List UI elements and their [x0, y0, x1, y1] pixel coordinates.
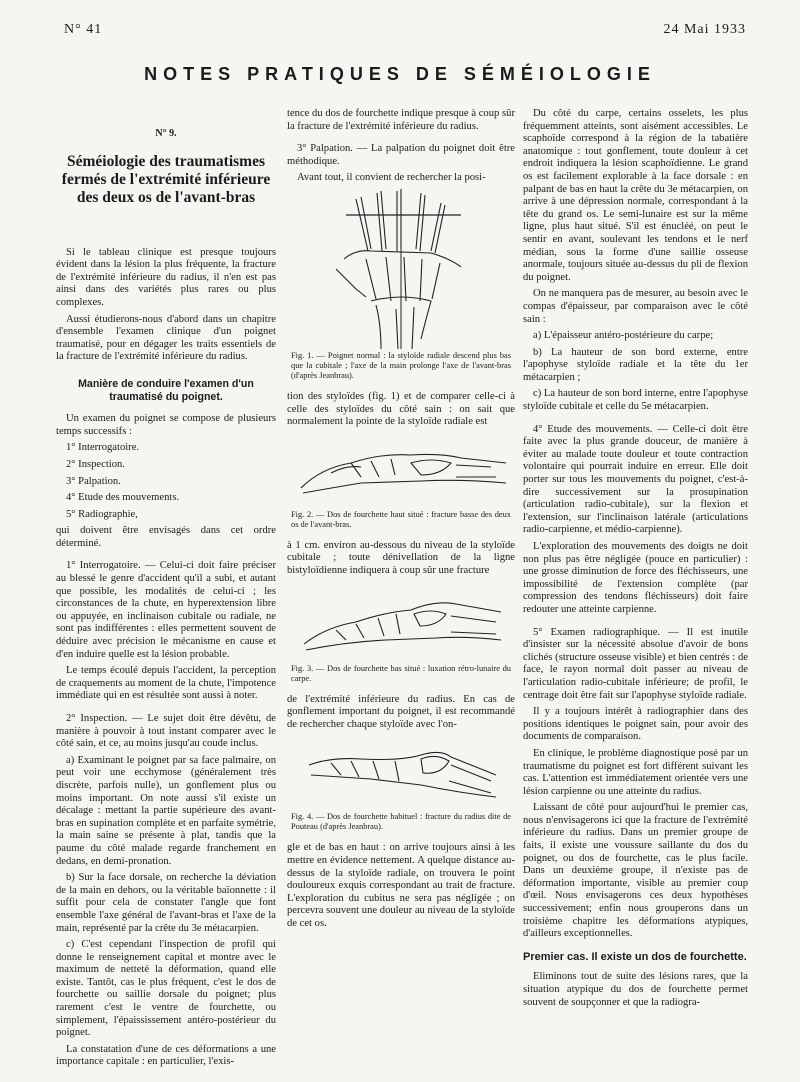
- paragraph: En clinique, le problème diagnostique posé par un traumatisme du poignet est fort différent suivant les cas. L'attention est immédiatement orientée vers une lésion carpienne ou une atteinte du radius.: [523, 747, 748, 797]
- figure-3-caption: Fig. 3. — Dos de fourchette bas situé : luxation rétro-lunaire du carpe.: [291, 663, 511, 683]
- paragraph: Un examen du poignet se compose de plusieurs temps successifs :: [56, 413, 276, 437]
- issue-number: N° 41: [64, 22, 103, 37]
- paragraph: On ne manquera pas de mesurer, au besoin avec le compas d'épaisseur, par comparaison avec le côté sain :: [523, 288, 748, 325]
- paragraph: Laissant de côté pour aujourd'hui le premier cas, nous n'envisagerons ici que la fracture de l'extrémité inférieure du radius. Dans un premier groupe de faits, il existe une voussure saillante du dos du poignet, ou dos de fourchette, cas le plus facile. Dans un deuxième groupe, il n'existe pas de déformation importante, visible au premier coup d'œil. Nous envisagerons ces deux hypothèses successivement; enfin nous grouperons dans un troisième chapitre les déformations atypiques, d'ailleurs exceptionnelles.: [523, 802, 748, 940]
- figure-4-wrist-profile: [301, 735, 501, 810]
- paragraph: Si le tableau clinique est presque toujours évident dans la lésion la plus fréquente, la fracture de l'extrémité inférieure du radius, il n'en est pas ainsi dans des variétés plus rares ou plus complexes.: [56, 246, 276, 308]
- column-2: [287, 108, 515, 934]
- list-item: 5° Radiographie,: [66, 508, 138, 520]
- paragraph: 5° Examen radiographique. — Il est inutile d'insister sur la nécessité absolue d'avoir de bons clichés (structure osseuse visible) et bien centrés : de face, le rayon normal doit passer au niveau de l'articulation radio-cubitale inférieure; de profil, le centrage doit être fait sur l'apophyse styloïde radiale.: [523, 626, 748, 701]
- section-heading: Premier cas. Il existe un dos de fourchette.: [523, 950, 747, 963]
- paragraph: 1° Interrogatoire. — Celui-ci doit faire préciser au blessé le genre d'accident qu'il a subi, et autant que possible, les modalités de celui-ci ; les circonstances de la chute, en hyperextension libre ou appuyée, en inclinaison cubitale ou radiale, ne sont pas indifférentes : elles permettent souvent de déduire avec précision le mécanisme en cause et d'en induire quelle est la lésion probable.: [56, 560, 276, 660]
- list-item: 1° Interrogatoire.: [66, 442, 140, 454]
- paragraph: Du côté du carpe, certains osselets, les plus fréquemment atteints, sont aisément accessibles. Le scaphoïde correspond à la région de la tabatière anatomique : tout gonflement, toute douleur à cet endroit indiquera la lésion scaphoïdienne. Le grand os est facilement explorable à la face dorsale : en palpant de bas en haut la crête du 3e métacarpien, on arrive à une dépression normale, correspondant à la tête du grand os. Le semi-lunaire est sur la même ligne, plus haut situé. S'il est énucléé, on peut le sentir en avant, soulevant les tendons et le nerf médian, sous la forme d'une saillie osseuse anormale, toujours située au-dessus du pli de flexion du poignet.: [523, 108, 748, 283]
- figure-1-hand-xray: [326, 189, 476, 349]
- issue-date: 24 Mai 1933: [663, 22, 746, 37]
- column-1: [56, 108, 276, 1073]
- paragraph: 3° Palpation. — La palpation du poignet doit être méthodique.: [287, 143, 515, 167]
- figure-2-wrist-profile: [291, 433, 511, 508]
- list-item: 3° Palpation.: [66, 475, 121, 487]
- list-item: b) La hauteur de son bord externe, entre l'apophyse styloïde radiale et la tête du 1er métacarpien ;: [523, 346, 748, 383]
- section-heading: Manière de conduire l'examen d'un traumatisé du poignet.: [78, 377, 254, 403]
- paragraph: Le temps écoulé depuis l'accident, la perception de craquements au moment de la chute, l'impotence immédiate qui en est résultée sont aussi à noter.: [56, 665, 276, 702]
- list-item: 2° Inspection.: [66, 458, 125, 470]
- paragraph: c) C'est cependant l'inspection de profil qui donne le renseignement capital et montre avec le maximum de netteté la déformation, quand elle existe. Tantôt, cas le plus fréquent, c'est le dos de fourchette ou saillie dorsale du poignet; plus rarement c'est le ventre de fourchette, ou simplement, l'épaississement antéro-postérieur du poignet.: [56, 939, 276, 1039]
- paragraph: 4° Etude des mouvements. — Celle-ci doit être faite avec la plus grande douceur, de manière à éviter au malade toute douleur et toute contraction volontaire qui pourrait induire en erreur. Elle doit porter sur tous les mouvements du poignet, c'est-à-dire successivement sur la prosupination (articulation radio-cubitale), sur la flexion et l'extension, sur l'inclinaison latérale (articulations radio-carpienne, et médio-carpienne).: [523, 423, 748, 536]
- paragraph: Aussi étudierons-nous d'abord dans un chapitre d'ensemble l'examen clinique d'un poignet traumatisé, pour en dégager les traits essentiels de la fracture de l'extrémité inférieure du radius.: [56, 313, 276, 363]
- masthead-title: NOTES PRATIQUES DE SÉMÉIOLOGIE: [144, 64, 656, 84]
- figure-2-caption: Fig. 2. — Dos de fourchette haut situé : fracture basse des deux os de l'avant-bras.: [291, 509, 511, 529]
- paragraph: tence du dos de fourchette indique presque à coup sûr la fracture de l'extrémité inférieure du radius.: [287, 108, 515, 132]
- paragraph: La constatation d'une de ces déformations a une importance capitale : en particulier, l'exis-: [56, 1043, 276, 1068]
- paragraph: b) Sur la face dorsale, on recherche la déviation de la main en dehors, ou la véritable baïonnette : il suffit pour cela de constater l'angle que font ensemble l'axe général de l'avant-bras et l'axe de la main, représenté par la crête du 3e métacarpien.: [56, 872, 276, 934]
- list-item: a) L'épaisseur antéro-postérieure du carpe;: [533, 330, 714, 342]
- article-number: N° 9.: [155, 128, 177, 139]
- paragraph: 2° Inspection. — Le sujet doit être dévêtu, de manière à pouvoir à tout instant comparer avec le côté sain, et ce, au moins jusqu'au coude inclus.: [56, 713, 276, 750]
- paragraph: tion des styloïdes (fig. 1) et de comparer celle-ci à celle des styloïdes du côté sain : on sait que normalement la pointe de la styloïde radiale est: [287, 390, 515, 428]
- paragraph: a) Examinant le poignet par sa face palmaire, on peut voir une ecchymose (généralement très discrète, parfois nulle), un gonflement plus ou moins important. On note aussi s'il existe un décalage : mettant la partie supérieure des avant-bras en supination complète et en parfaite symétrie, la main saine se présente à plat, tandis que la paume du côté malade regarde franchement en dedans, en demi-pronation.: [56, 754, 276, 867]
- paragraph: Eliminons tout de suite des lésions rares, que la situation atypique du dos de fourchette permet souvent de soupçonner et que la radiogra-: [523, 971, 748, 1008]
- column-3: [523, 108, 748, 1013]
- figure-3-wrist-profile: [296, 582, 506, 662]
- paragraph: gle et de bas en haut : on arrive toujours ainsi à les mettre en évidence nettement. A quelque distance au-dessus de la styloïde radiale, on trouvera le point douloureux exquis correspondant au trait de fracture. L'exploration du cubitus ne sera pas négligée ; on percevra souvent une douleur au niveau de la styloïde de cet os.: [287, 842, 515, 929]
- paragraph: qui doivent être envisagés dans cet ordre déterminé.: [56, 525, 276, 549]
- article-title: Séméiologie des traumatismes fermés de l'extrémité inférieure des deux os de l'avant-bras: [61, 152, 271, 206]
- figure-4-caption: Fig. 4. — Dos de fourchette habituel : fracture du radius dite de Pouteau (d'après Jeanbrau).: [291, 812, 511, 832]
- list-item: c) La hauteur de son bord interne, entre l'apophyse styloïde cubitale et celle du 5e métacarpien.: [523, 388, 748, 413]
- paragraph: Avant tout, il convient de rechercher la posi-: [297, 172, 486, 184]
- paragraph: à 1 cm. environ au-dessous du niveau de la styloïde cubitale ; toute dénivellation de la ligne bistyloïdienne indiquera à coup sûr une fracture: [287, 539, 515, 576]
- paragraph: de l'extrémité inférieure du radius. En cas de gonflement important du poignet, il est recommandé de rechercher chaque styloïde avec l'on-: [287, 693, 515, 730]
- paragraph: L'exploration des mouvements des doigts ne doit non plus pas être négligée (pouce en particulier) : une grosse diminution de force des fléchisseurs, une impossibilité de l'extension complète (par compression des tendons fléchisseurs) doit faire redouter une atteinte carpienne.: [523, 541, 748, 615]
- figure-1-caption: Fig. 1. — Poignet normal : la styloïde radiale descend plus bas que la cubitale ; l'axe de la main prolonge l'axe de l'avant-bras (d'après Jeanbrau).: [291, 350, 511, 380]
- list-item: 4° Etude des mouvements.: [66, 492, 180, 504]
- paragraph: Il y a toujours intérêt à radiographier dans des positions identiques le poignet sain, pour avoir des documents de comparaison.: [523, 706, 748, 743]
